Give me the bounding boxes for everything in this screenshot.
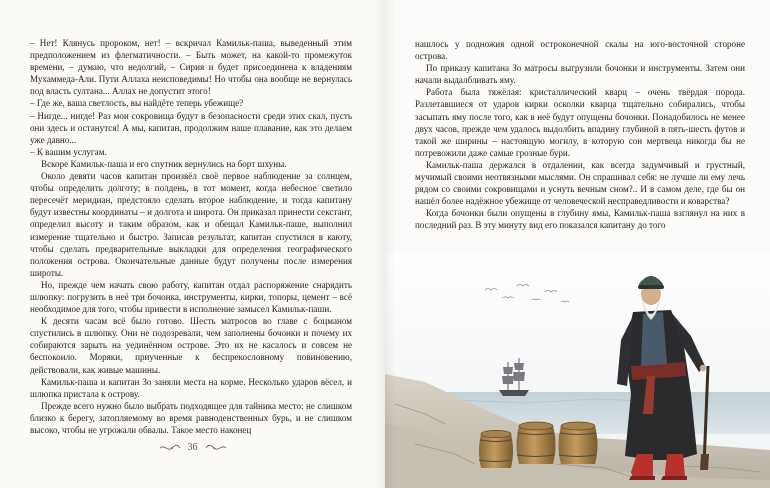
illustration	[385, 254, 770, 488]
paragraph: Камильк-паша держался в отдалении, как всегда задумчивый и грустный, мучимый своими неотвязными мыслями. Он спрашивал себя: не лучше ли ему лечь рядом со своими сокровищами и уснуть вечным сном?.. И в самом деле, где бы он нашёл более надёжное убежище от человеческой несправедливости и коварства?	[415, 159, 745, 207]
paragraph: К десяти часам всё было готово. Шесть матросов во главе с боцманом спустились в шлюпку. Они не подозревали, чем заполнены бочонки и почему их собираются зарыть на уединённом острове. Это их не касалось и совсем не беспокоило. Моряки, приученные к беспрекословному повиновению, действовали, как живые машины.	[30, 316, 352, 375]
paragraph: – Где же, ваша светлость, вы найдёте теперь убежище?	[30, 98, 244, 109]
barrel-icon	[479, 430, 513, 468]
right-page-text	[415, 38, 745, 232]
left-flourish-icon	[159, 444, 181, 452]
old-man-with-rifle-and-barrels-illustration	[385, 254, 770, 488]
paragraph: нашлось у подножия одной остроконечной скалы на юго-восточной стороне острова.	[415, 39, 745, 62]
barrel-icon	[559, 422, 598, 464]
paragraph: Работа была тяжёлая: кристаллический кварц – очень твёрдая порода. Разлетавшиеся от ударов кирки осколки кварца тщательно собирались, чтобы засыпать яму после того, как в неё будут опущены бочонки. Понадобилось не менее двух часов, прежде чем удалось выдолбить впадину глубиной в пять-шесть футов и такой же ширины – настоящую могилу, в которую сон мертвеца никогда бы не потревожили даже самые грозные бури.	[415, 87, 745, 158]
page-number-value: 36	[187, 442, 198, 453]
left-page-text	[30, 37, 352, 436]
right-page	[385, 0, 770, 488]
barrel-icon	[517, 422, 556, 464]
paragraph: – К вашим услугам.	[30, 146, 107, 157]
paragraph: Вскоре Камильк-паша и его спутник вернулись на борт шхуны.	[41, 158, 287, 169]
right-flourish-icon	[205, 444, 227, 452]
paragraph: По приказу капитана Зо матросы выгрузили бочонки и инструменты. Затем они начали выдалбливать яму.	[415, 63, 745, 86]
paragraph: – Нет! Клянусь пророком, нет! – вскричал Камильк-паша, выведенный этим предположением из флегматичности. – Быть может, на какой-то промежуток времени, – думаю, что недолгий, – Сирия и будет присоединена к владениям Мухаммеда-Али. Пути Аллаха неисповедимы! Но чтобы она вообще не вернулась под власть султана... Аллах не допустит этого!	[30, 38, 352, 97]
paragraph: Камильк-паша и капитан Зо заняли места на корме. Несколько ударов вёсел, и шлюпка пристала к острову.	[30, 376, 352, 399]
page-number	[0, 442, 385, 453]
paragraph: Около девяти часов капитан произвёл своё первое наблюдение за солнцем, чтобы определить долготу; в полдень, в тот момент, когда небесное светило пересечёт меридиан, предстояло сделать второе наблюдение, и тогда капитану будут известны координаты – и долгота и широта. Он приказал принести секстант, определил высоту и таким образом, как и обещал Камильк-паше, выполнил измерение тщательно и быстро. Записав результат, капитан спустился в каюту, чтобы сделать предварительные выкладки для определения географического положения острова. Окончательные данные будут получены после измерения широты.	[30, 171, 352, 278]
paragraph: Но, прежде чем начать свою работу, капитан отдал распоряжение снарядить шлюпку: погрузить в неё три бочонка, инструменты, кирки, топоры, цемент – всё необходимое для того, чтобы привести в исполнение замысел Камильк-паши.	[30, 279, 352, 315]
paragraph: Когда бочонки были опущены в глубину ямы, Камильк-паша взглянул на них в последний раз. В эту минуту вид его показался капитану до того	[415, 208, 745, 231]
paragraph: – Нигде... нигде! Раз мои сокровища будут в безопасности среди этих скал, пусть они здесь и останутся! А мы, капитан, продолжим наше плавание, как это делаем уже давно...	[30, 110, 352, 145]
paragraph: Прежде всего нужно было выбрать подходящее для тайника место: не слишком близко к берегу, затопляемому во время равноденственных бурь, и не слишком высоко, чтобы не угрожали обвалы. Такое место наконец	[30, 400, 352, 435]
